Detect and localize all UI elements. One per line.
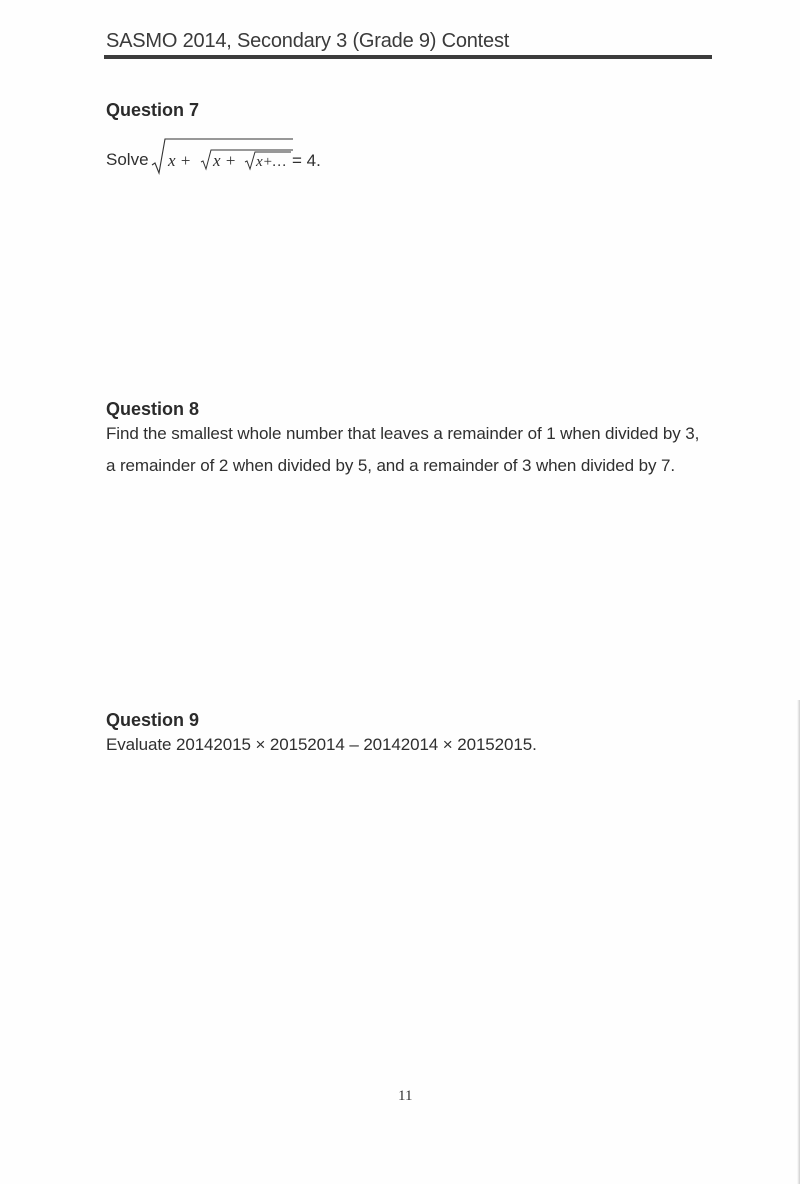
middle-radicand: x + <box>213 151 241 170</box>
nested-radical-expression <box>150 136 295 176</box>
page-number: 11 <box>398 1088 413 1104</box>
inner-radicand: x+… <box>256 154 287 170</box>
header-rule <box>104 55 712 59</box>
question-8-line-2: a remainder of 2 when divided by 5, and a remainder of 3 when divided by 7. <box>106 456 675 475</box>
header-title: SASMO 2014, Secondary 3 (Grade 9) Contest <box>106 30 510 52</box>
question-7-rhs: = 4. <box>292 151 321 170</box>
question-8-line-1: Find the smallest whole number that leaves a remainder of 1 when divided by 3, <box>106 424 700 443</box>
question-8-heading: Question 8 <box>106 399 200 419</box>
question-7-heading: Question 7 <box>106 100 200 120</box>
question-9-line-1: Evaluate 20142015 × 20152014 – 20142014 × 20152015. <box>106 735 537 754</box>
question-9-heading: Question 9 <box>106 710 200 730</box>
outer-radicand: x + <box>168 151 196 170</box>
question-7-prefix: Solve <box>106 150 149 169</box>
